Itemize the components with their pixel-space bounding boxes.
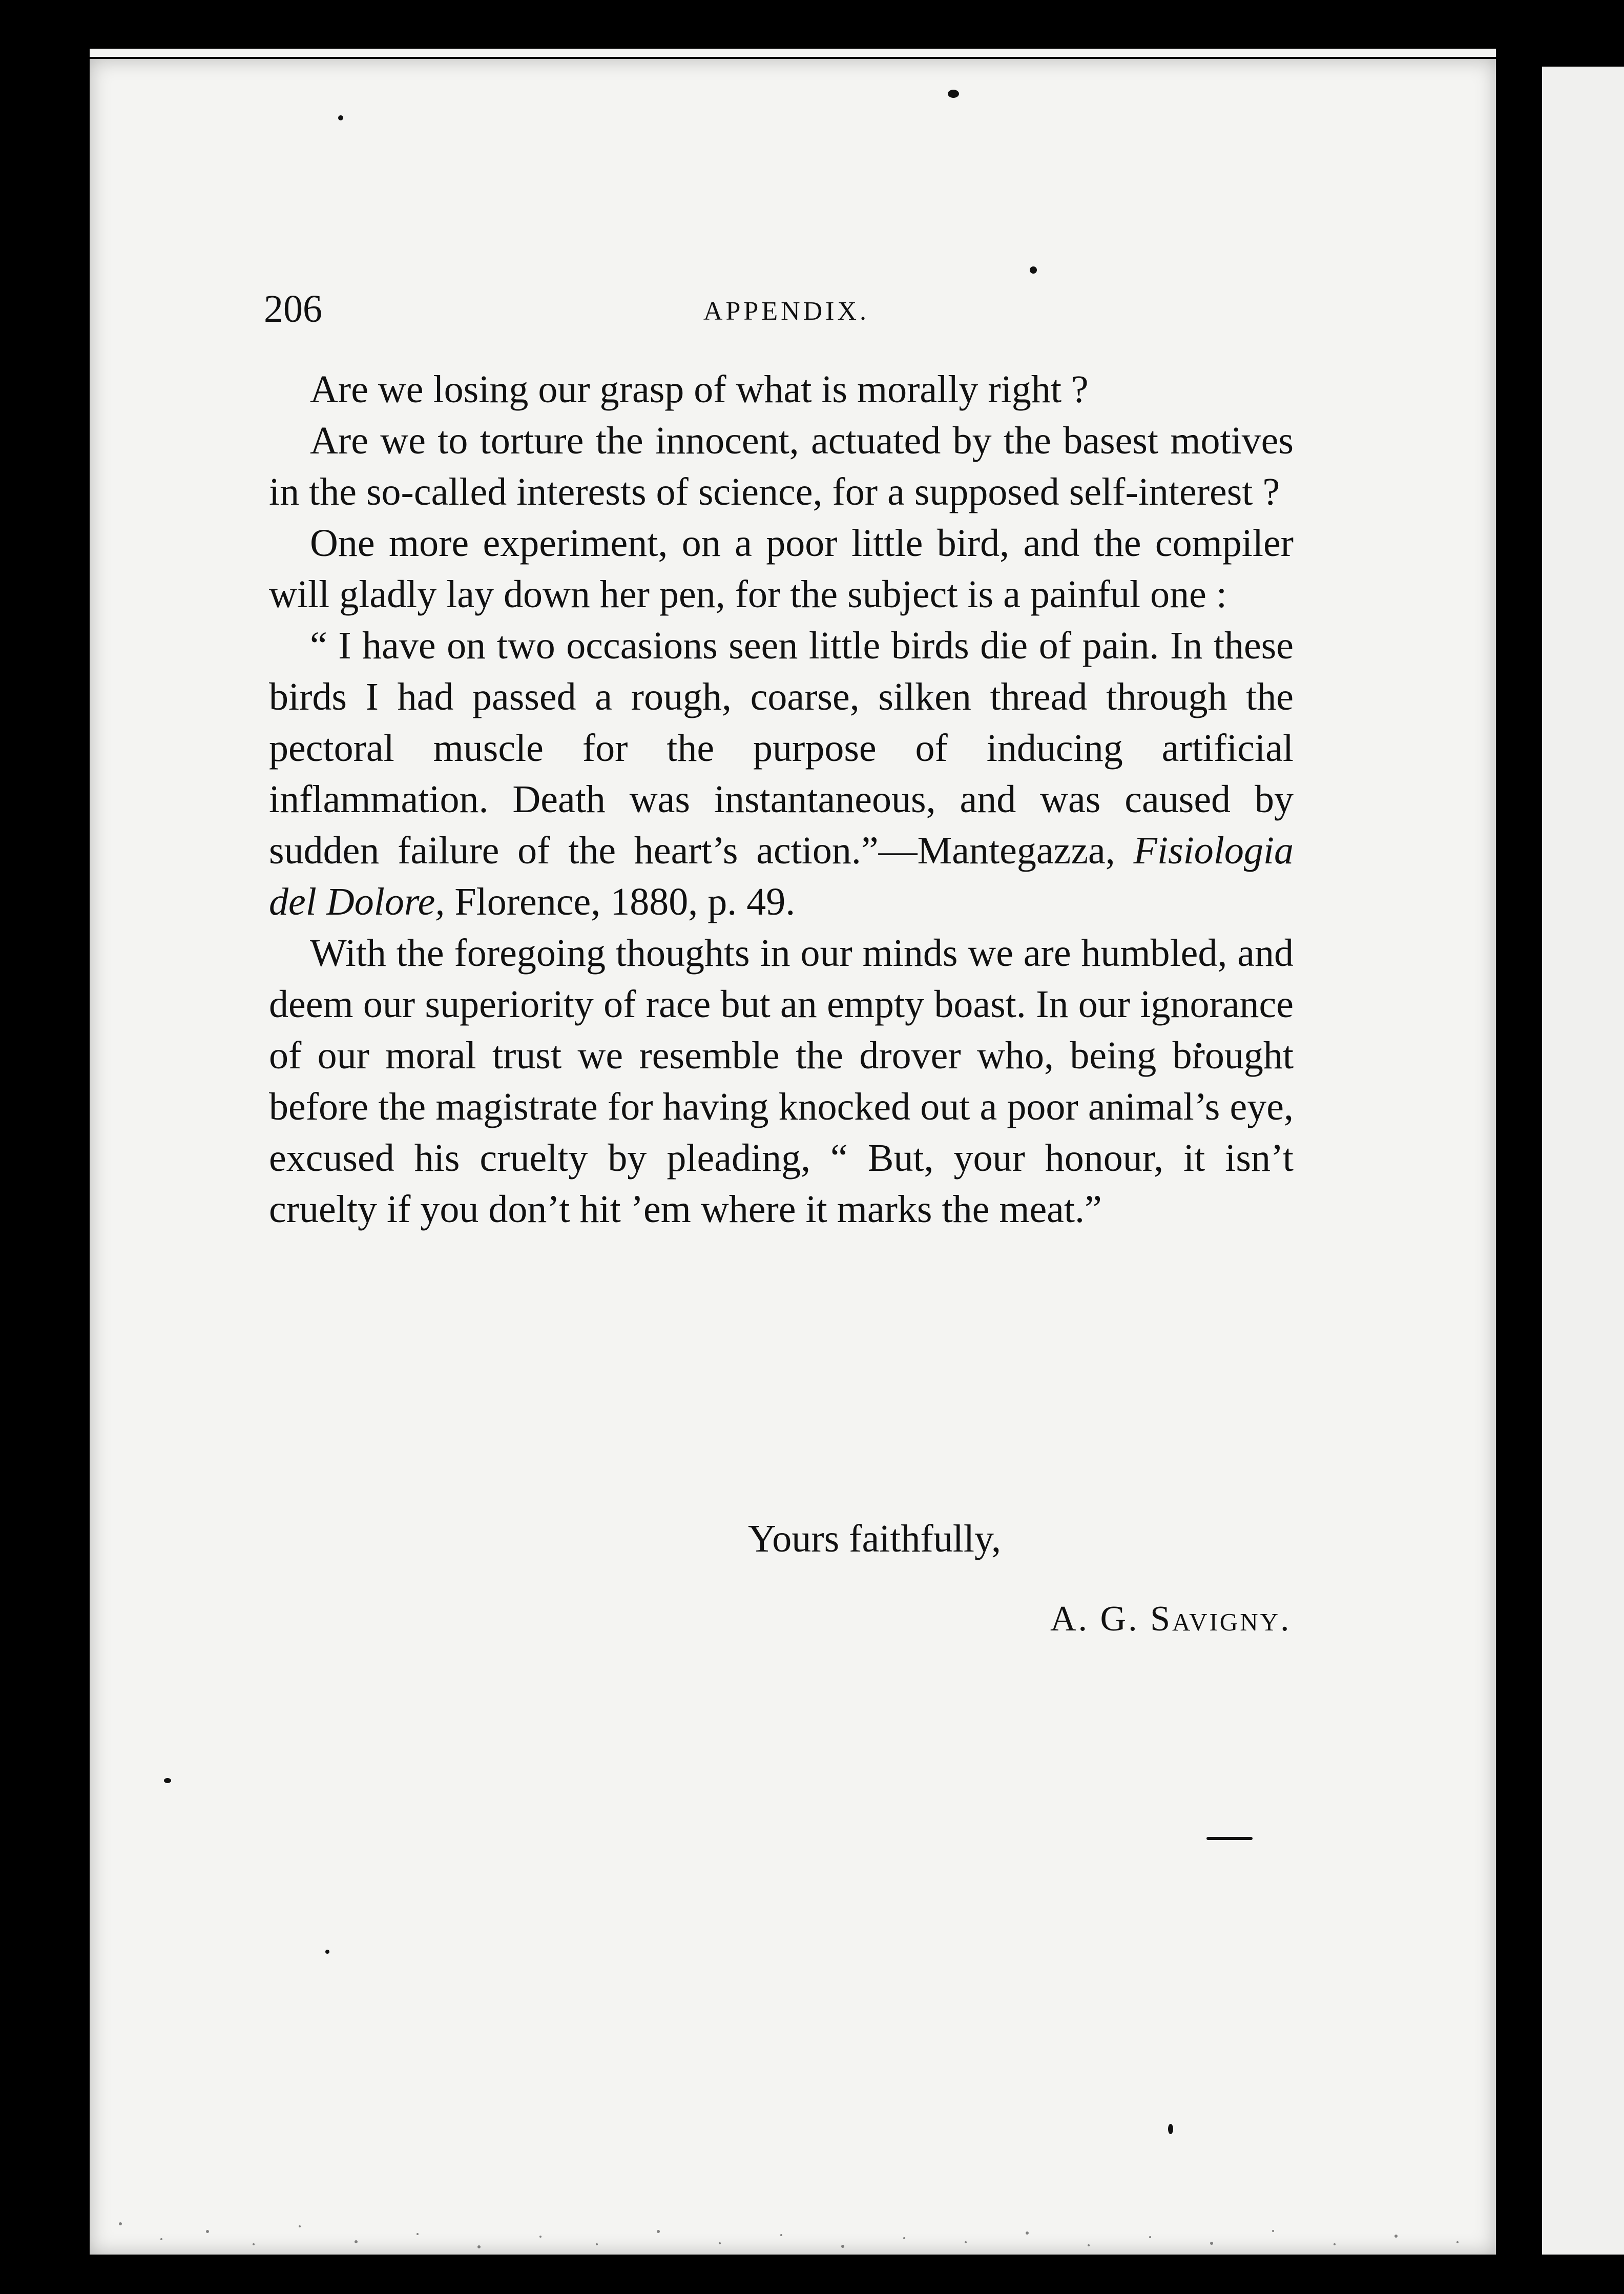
scan-grain [90, 2121, 1496, 2255]
body-text [269, 364, 1294, 1235]
page-number: 206 [264, 287, 322, 330]
scan-speck [1030, 266, 1037, 274]
citation-details: Florence, 1880, p. 49. [454, 880, 796, 923]
citation-title: Fisiologia del Dolore, [269, 829, 1294, 923]
valediction: Yours faithfully, [748, 1517, 1002, 1560]
scan-speck [338, 115, 343, 120]
quotation-paragraph [269, 620, 1294, 927]
paragraph: Are we to torture the innocent, actuated by the basest motives in the so-called interests of science, for a supposed self-interest ? [269, 419, 1294, 513]
paragraph: Are we losing our grasp of what is morally right ? [310, 368, 1089, 411]
scan-speck [164, 1778, 171, 1783]
page-top-edge [90, 49, 1496, 57]
running-head: APPENDIX. [703, 297, 870, 326]
paragraph: With the foregoing thoughts in our minds we are humbled, and deem our superiority of race but an empty boast. In our ignorance of our moral trust we resemble the drover who, being brought before the magistrate for having knocked out a poor animal’s eye, excused his cruelty by pleading, “ But, your honour, it isn’t cruelty if you don’t hit ’em where it marks the meat.” [269, 932, 1294, 1231]
scan-speck [325, 1950, 329, 1954]
quotation-text: “ I have on two occasions seen little birds die of pain. In these birds I had passed a rough, coarse, silken thread through the pectoral muscle for the purpose of inducing artificial inflammation. Death was instantaneous, and was caused by sudden failure of the heart’s action.”—Mantegazza, [269, 624, 1294, 872]
scan-speck [948, 90, 959, 98]
signature: A. G. Savigny. [1050, 1599, 1292, 1639]
next-page-edge [1542, 67, 1624, 2255]
paragraph: One more experiment, on a poor little bird, and the compiler will gladly lay down her pen, for the subject is a painful one : [269, 522, 1294, 616]
scan-speck [1206, 1837, 1253, 1840]
page-header [264, 287, 1391, 343]
